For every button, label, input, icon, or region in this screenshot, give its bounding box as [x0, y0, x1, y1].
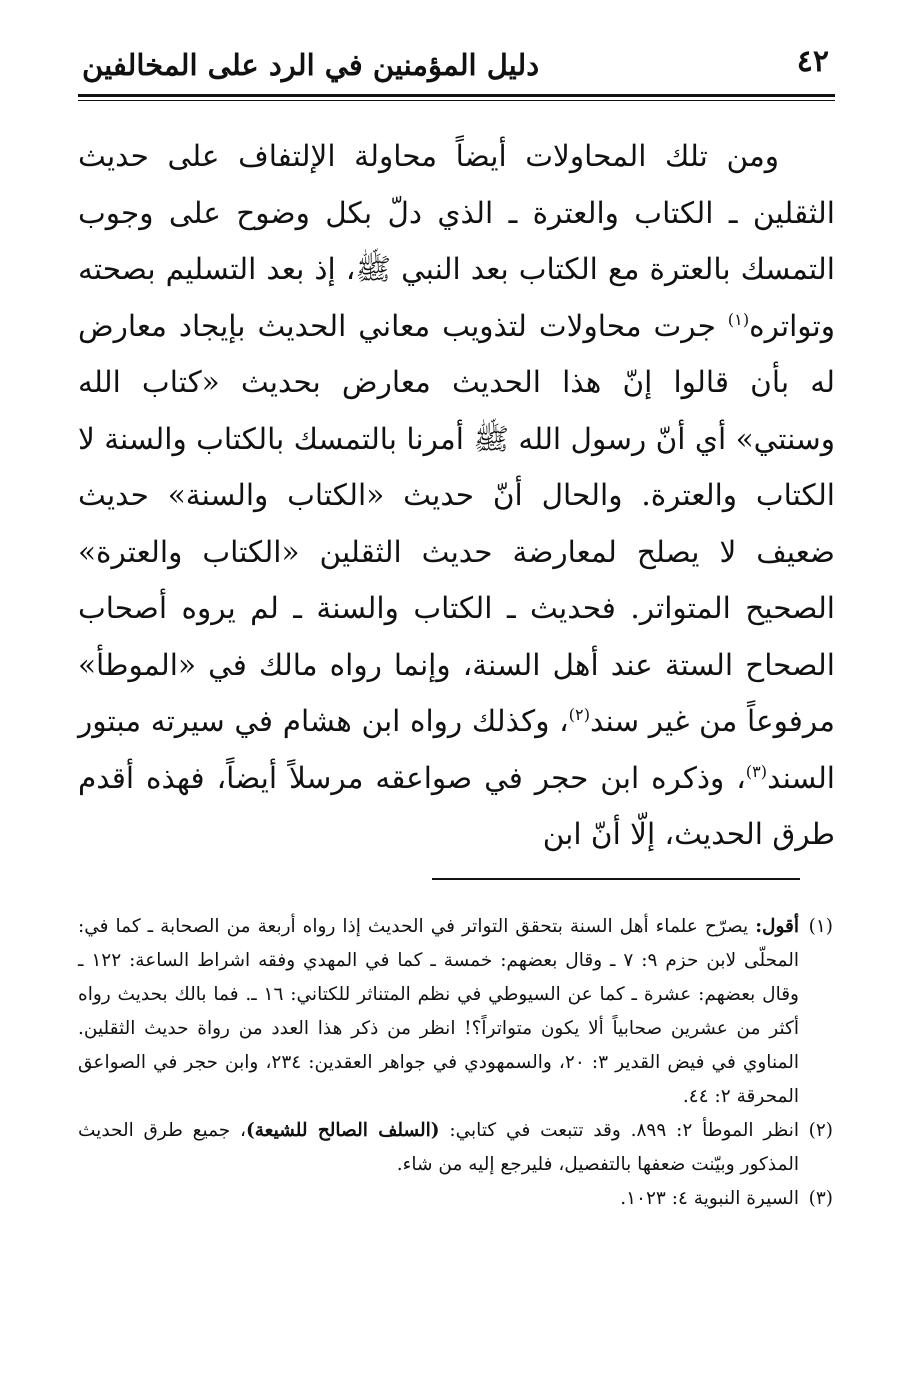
footnote-ref-3: (٣)	[745, 761, 768, 781]
main-text-part-4: ، وذكره ابن حجر في صواعقه مرسلاً أيضاً، فهذه أقدم طرق الحديث، إلّا أنّ ابن	[78, 760, 835, 851]
footnote-3-marker: (٣)	[808, 1188, 833, 1209]
footnote-2-text-after: ، جميع طرق الحديث المذكور وبيّنت ضعفها بالتفصيل، فليرجع إليه من شاء.	[78, 1120, 799, 1175]
footnote-ref-1: (١)	[727, 309, 750, 329]
footnote-3	[78, 1182, 833, 1216]
header-rule-thin	[78, 100, 835, 101]
footnote-2-marker: (٢)	[808, 1120, 833, 1141]
footnote-1	[78, 910, 833, 1114]
running-title: دليل المؤمنين في الرد على المخالفين	[82, 48, 540, 82]
footnote-1-text: يصرّح علماء أهل السنة بتحقق التواتر في الحديث إذا رواه أربعة من الصحابة ـ كما في: المحلّى لابن حزم ٩: ٧ ـ وقال بعضهم: خمسة ـ كما في المهدي وفقه اشراط الساعة: ١٢٢ ـ وقال بعضهم: عشرة ـ كما عن السيوطي في نظم المتناثر للكتاني: ١٦ ـ. فما بالك بحديث رواه أكثر من عشرين صحابياً ألا يكون متواتراً؟! انظر من ذكر هذا العدد من رواة حديث الثقلين. المناوي في فيض القدير ٣: ٢٠، والسمهودي في جواهر العقدين: ٢٣٤، وابن حجر في الصواعق المحرقة ٢: ٤٤.	[78, 916, 799, 1107]
footnote-ref-2: (٢)	[568, 705, 591, 725]
main-text	[78, 128, 835, 863]
main-paragraph	[78, 128, 835, 863]
footnote-1-marker: (١)	[808, 916, 833, 937]
footnote-2-text-before: انظر الموطأ ٢: ٨٩٩. وقد تتبعت في كتابي:	[439, 1120, 800, 1141]
footnotes	[78, 910, 833, 1216]
main-text-part-1: ومن تلك المحاولات أيضاً محاولة الإلتفاف على حديث الثقلين ـ الكتاب والعترة ـ الذي دلّ بكل وضوح على وجوب التمسك بالعترة مع الكتاب بعد النبي ﷺ، إذ بعد التسليم بصحته وتواتره	[78, 139, 835, 343]
header-rule-thick	[78, 94, 835, 97]
footnote-3-text: السيرة النبوية ٤: ١٠٢٣.	[620, 1188, 799, 1209]
page-header	[78, 38, 835, 94]
footnote-2-book-title: (السلف الصالح للشيعة)	[246, 1120, 440, 1141]
footnote-1-label: أقول:	[755, 916, 799, 937]
page-number: ٤٢	[796, 44, 829, 79]
main-text-part-3: ، وكذلك رواه ابن هشام في سيرته مبتور السند	[78, 704, 835, 795]
footnote-separator	[432, 878, 800, 880]
main-text-part-2: جرت محاولات لتذويب معاني الحديث بإيجاد معارض له بأن قالوا إنّ هذا الحديث معارض بحديث «كتاب الله وسنتي» أي أنّ رسول الله ﷺ أمرنا بالتمسك بالكتاب والسنة لا الكتاب والعترة. والحال أنّ حديث «الكتاب والسنة» حديث ضعيف لا يصلح لمعارضة حديث الثقلين «الكتاب والعترة» الصحيح المتواتر. فحديث ـ الكتاب والسنة ـ لم يروه أصحاب الصحاح الستة عند أهل السنة، وإنما رواه مالك في «الموطأ» مرفوعاً من غير سند	[78, 308, 835, 738]
footnote-2	[78, 1114, 833, 1182]
